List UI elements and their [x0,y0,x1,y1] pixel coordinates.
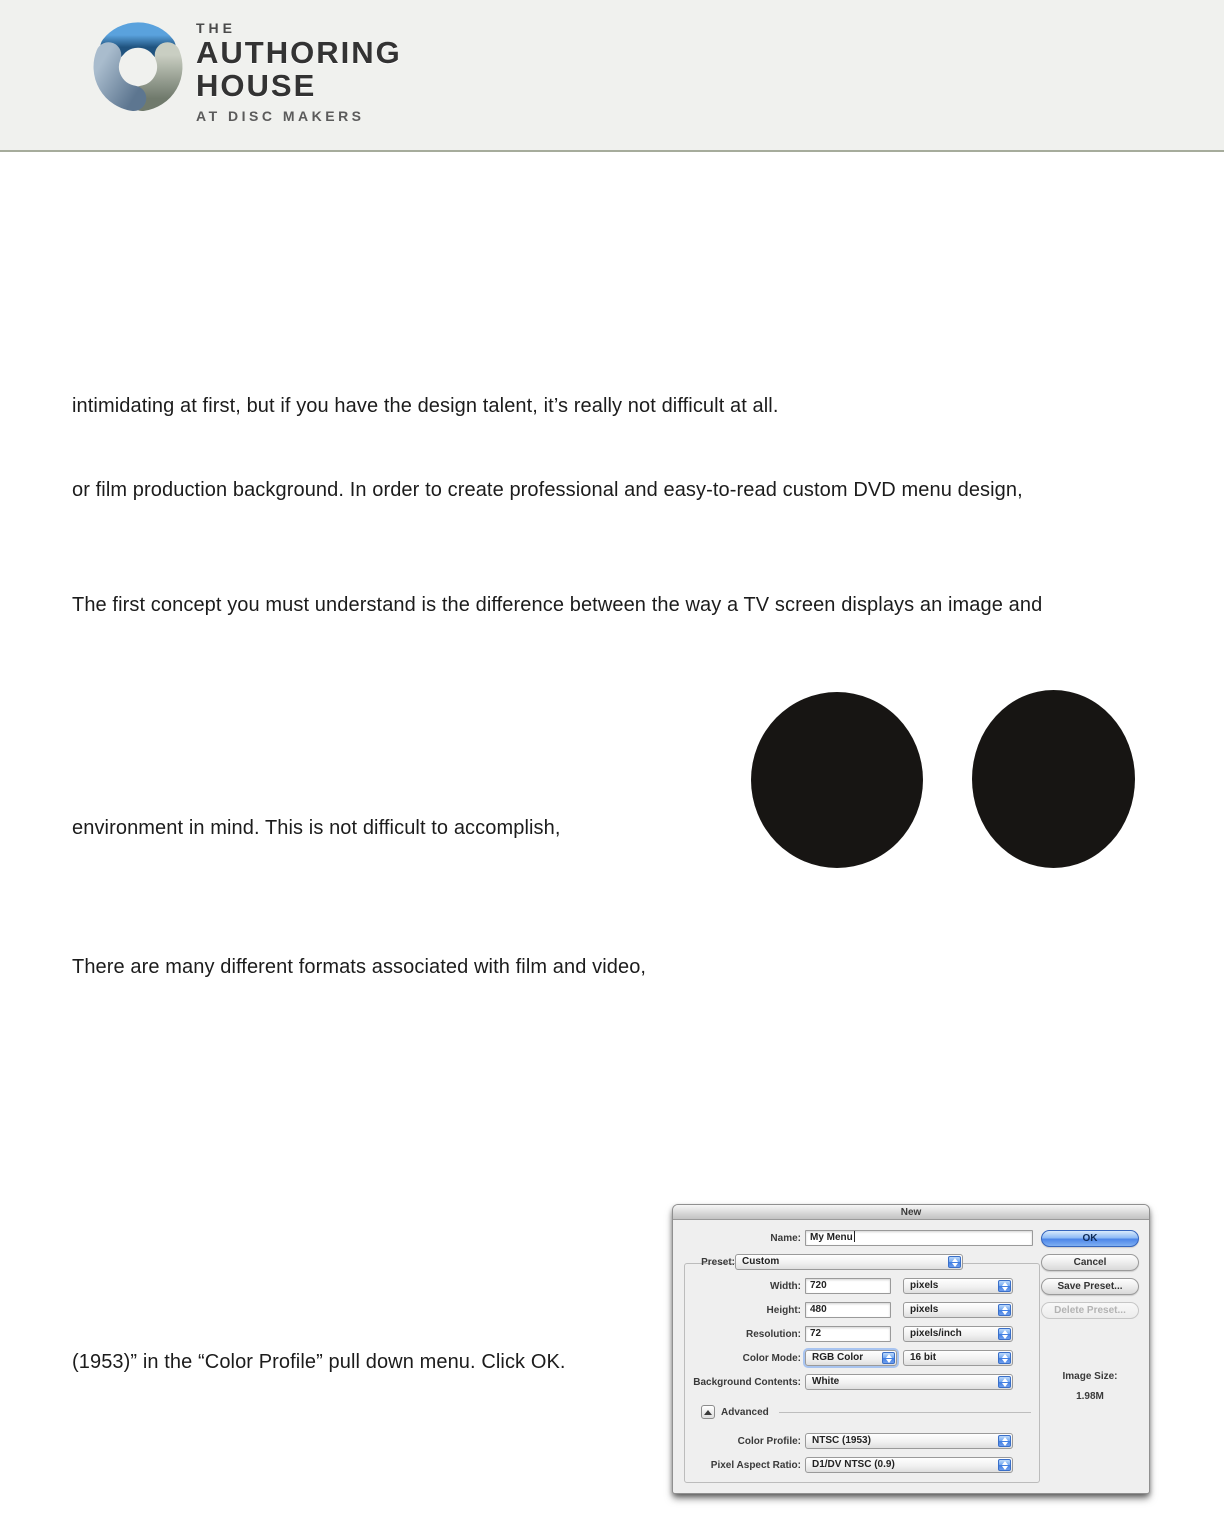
resolution-label: Resolution: [746,1329,801,1340]
stepper-icon[interactable] [882,1352,895,1364]
width-value: 720 [810,1280,827,1291]
logo-wordmark [196,20,402,124]
width-input[interactable] [805,1278,891,1294]
height-label: Height: [766,1305,801,1316]
stepper-icon[interactable] [998,1352,1011,1364]
color-profile-dropdown[interactable] [805,1433,1013,1449]
image-size-label: Image Size: [1062,1371,1118,1382]
preset-value: Custom [742,1256,780,1267]
cancel-button[interactable]: Cancel [1041,1254,1139,1271]
advanced-label: Advanced [721,1407,769,1418]
ok-button[interactable]: OK [1041,1230,1139,1247]
width-unit-value: pixels [910,1280,939,1291]
preset-group-box [684,1263,1040,1483]
bit-depth-dropdown[interactable] [903,1350,1013,1366]
authoring-house-logo-swirl-icon [85,10,191,130]
figure-circle-left [751,692,923,868]
figure-circle-right [972,690,1135,868]
background-contents-label: Background Contents: [693,1377,801,1388]
name-input[interactable] [805,1230,1033,1246]
pixel-aspect-ratio-value: D1/DV NTSC (0.9) [812,1459,895,1470]
logo-tagline: AT DISC MAKERS [196,108,365,124]
delete-preset-button: Delete Preset... [1041,1302,1139,1319]
height-unit-dropdown[interactable] [903,1302,1013,1318]
pixel-aspect-ratio-dropdown[interactable] [805,1457,1013,1473]
image-size-value: 1.98M [1076,1391,1104,1402]
advanced-disclosure-button[interactable] [701,1405,715,1419]
triangle-up-icon [704,1410,712,1415]
logo-line1: AUTHORING [196,35,402,70]
height-input[interactable] [805,1302,891,1318]
resolution-value: 72 [810,1328,822,1339]
color-profile-value: NTSC (1953) [812,1435,871,1446]
stepper-icon[interactable] [998,1459,1011,1471]
preset-dropdown[interactable] [735,1254,963,1270]
name-label: Name: [770,1233,801,1244]
preset-label: Preset: [701,1257,735,1268]
body-text-line: (1953)” in the “Color Profile” pull down menu. Click OK. [72,1351,566,1373]
body-text-line: There are many different formats associated with film and video, [72,956,647,978]
body-text-line: intimidating at first, but if you have the design talent, it’s really not difficult at all. [72,395,779,417]
stepper-icon[interactable] [998,1280,1011,1292]
color-mode-value: RGB Color [812,1352,864,1363]
stepper-icon[interactable] [998,1328,1011,1340]
color-mode-label: Color Mode: [742,1353,801,1364]
body-text-line: or film production background. In order to create professional and easy-to-read custom DVD menu design, [72,479,1023,501]
bit-depth-value: 16 bit [910,1352,937,1363]
stepper-icon[interactable] [948,1256,961,1268]
save-preset-button[interactable]: Save Preset... [1041,1278,1139,1295]
advanced-divider [779,1412,1031,1413]
height-unit-value: pixels [910,1304,939,1315]
text-cursor [854,1231,855,1242]
body-text-line: environment in mind. This is not difficult to accomplish, [72,817,561,839]
logo-the: THE [196,20,236,36]
site-header [0,0,1224,152]
resolution-unit-value: pixels/inch [910,1328,962,1339]
resolution-unit-dropdown[interactable] [903,1326,1013,1342]
height-value: 480 [810,1304,827,1315]
stepper-icon[interactable] [998,1304,1011,1316]
width-unit-dropdown[interactable] [903,1278,1013,1294]
stepper-icon[interactable] [998,1435,1011,1447]
stepper-icon[interactable] [998,1376,1011,1388]
dialog-title: New [900,1207,922,1218]
new-document-dialog [672,1204,1150,1494]
body-text-line: The first concept you must understand is the difference between the way a TV screen displays an image and [72,594,1043,616]
dialog-titlebar[interactable] [673,1205,1149,1220]
background-contents-dropdown[interactable] [805,1374,1013,1390]
background-contents-value: White [812,1376,840,1387]
width-label: Width: [769,1281,801,1292]
name-value: My Menu [810,1232,853,1243]
resolution-input[interactable] [805,1326,891,1342]
color-profile-label: Color Profile: [737,1436,801,1447]
color-mode-dropdown[interactable] [805,1350,897,1366]
pixel-aspect-ratio-label: Pixel Aspect Ratio: [710,1460,801,1471]
logo-line2: HOUSE [196,68,317,103]
